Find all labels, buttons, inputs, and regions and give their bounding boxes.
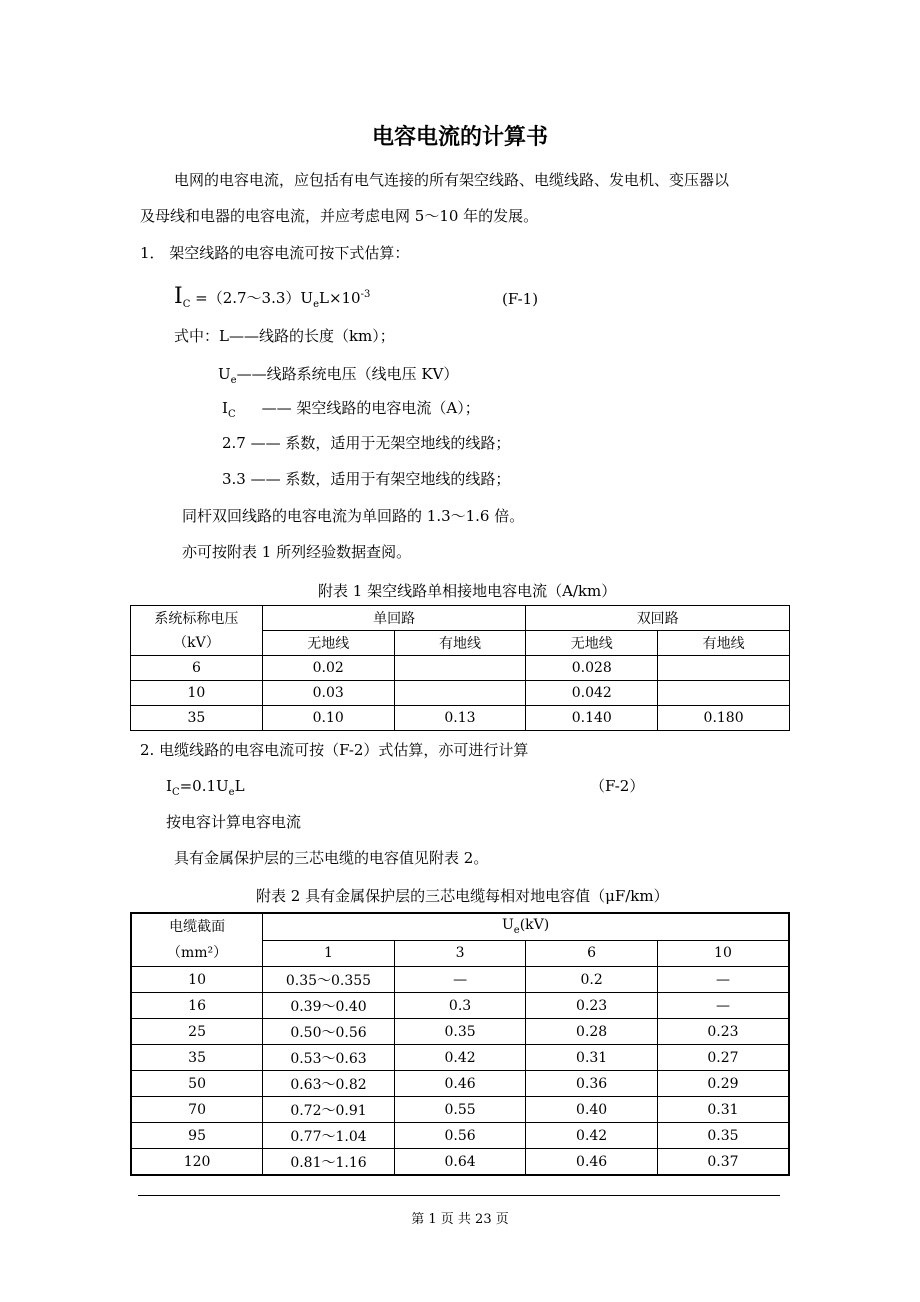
formula-f1-ue-sub: e: [313, 299, 319, 310]
table2-col-10: 10: [657, 940, 789, 967]
table2-cell: 0.35～0.355: [263, 967, 395, 993]
table2-cell: 0.28: [526, 1019, 658, 1045]
table2-cell: 0.46: [394, 1071, 526, 1097]
intro-line-2: 及母线和电器的电容电流，并应考虑电网 5～10 年的发展。: [140, 207, 539, 225]
table1-sub-no-ground-1: 无地线: [262, 631, 394, 656]
table2-cell: 0.29: [657, 1071, 789, 1097]
section-2-heading: 2. 电缆线路的电容电流可按（F-2）式估算，亦可进行计算: [140, 741, 529, 759]
double-circuit-note: 同杆双回线路的电容电流为单回路的 1.3～1.6 倍。: [182, 507, 525, 525]
def-ue-sub: e: [230, 375, 237, 386]
table2-cell: 0.36: [526, 1071, 658, 1097]
table2-cell: 0.81～1.16: [263, 1149, 395, 1176]
table1-cell: 10: [131, 681, 263, 706]
table2-header-ue-sub: e: [513, 925, 520, 937]
by-capacitance-text: 按电容计算电容电流: [166, 813, 302, 831]
table-row: [131, 1123, 789, 1149]
table2-cell: 0.27: [657, 1045, 789, 1071]
table2-cell: 0.42: [526, 1123, 658, 1149]
def-3-3: 3.3 —— 系数，适用于有架空地线的线路；: [222, 470, 511, 488]
formula-f1-ic: I: [174, 284, 183, 309]
table2-cell: 0.23: [526, 993, 658, 1019]
table1-cell: [658, 681, 790, 706]
def-ue-symbol: U: [218, 365, 231, 383]
table2-cell: 0.56: [394, 1123, 526, 1149]
table1-sub-no-ground-2: 无地线: [526, 631, 658, 656]
table2-cell: 0.2: [526, 967, 658, 993]
table2-col-6: 6: [526, 940, 658, 967]
def-2-7: 2.7 —— 系数，适用于无架空地线的线路；: [222, 434, 511, 452]
table1-cell: 0.140: [526, 706, 658, 731]
formula-f1-tail: L×10: [318, 289, 361, 307]
formula-f2-tail: L: [234, 777, 245, 795]
section-1-heading: 1． 架空线路的电容电流可按下式估算：: [140, 244, 410, 262]
formula-f2: [166, 776, 245, 803]
formula-f2-sub-c: C: [171, 787, 180, 798]
table2-header-ue: [263, 913, 789, 940]
table1-cell: [394, 681, 526, 706]
table1-sub-ground-1: 有地线: [394, 631, 526, 656]
table2-cell: 70: [131, 1097, 263, 1123]
table2-col-3: 3: [394, 940, 526, 967]
table2-header-section-l2: （mm²）: [167, 945, 228, 961]
table1-header-double: 双回路: [526, 606, 790, 631]
table-row: [131, 1097, 789, 1123]
table2-cell: 0.72～0.91: [263, 1097, 395, 1123]
def-ic-symbol: I: [222, 399, 228, 417]
table-row: [131, 656, 790, 681]
formula-f1-coeff: =（2.7～3.3）U: [190, 289, 314, 307]
table2-cell: —: [657, 993, 789, 1019]
lookup-note: 亦可按附表 1 所列经验数据查阅。: [182, 543, 412, 561]
table2: [130, 912, 790, 1176]
table2-cell: 0.23: [657, 1019, 789, 1045]
table-row: [131, 1149, 789, 1176]
table2-header-section: [131, 913, 263, 967]
table2-cell: 50: [131, 1071, 263, 1097]
where-line: 式中：L——线路的长度（km）；: [174, 327, 395, 345]
table1-cell: 0.03: [262, 681, 394, 706]
table1-caption: 附表 1 架空线路单相接地电容电流（A/km）: [318, 582, 617, 600]
def-ic-sub: C: [227, 409, 236, 420]
table2-cell: 0.42: [394, 1045, 526, 1071]
table2-cell: 16: [131, 993, 263, 1019]
formula-f2-mid: =0.1U: [179, 777, 229, 795]
formula-f1-ic-sub: C: [182, 299, 191, 310]
page-number-footer: 第 1 页 共 23 页: [411, 1212, 509, 1227]
formula-f2-label: （F-2）: [590, 777, 645, 795]
table1-cell: 35: [131, 706, 263, 731]
def-ue-text: ——线路系统电压（线电压 KV）: [236, 365, 459, 383]
def-ue: [218, 364, 458, 391]
table1-cell: 0.13: [394, 706, 526, 731]
table1-cell: 6: [131, 656, 263, 681]
table2-cell: 0.53～0.63: [263, 1045, 395, 1071]
table1-header-voltage-l2: （kV）: [173, 634, 220, 651]
table1-cell: [394, 656, 526, 681]
table1-header-voltage: [131, 606, 263, 656]
table1-cell: 0.042: [526, 681, 658, 706]
table2-cell: 0.35: [657, 1123, 789, 1149]
table-row: [131, 681, 790, 706]
table1: [130, 605, 790, 731]
table-row: [131, 1071, 789, 1097]
table1-cell: 0.02: [262, 656, 394, 681]
table2-cell: 10: [131, 967, 263, 993]
metal-sheath-text: 具有金属保护层的三芯电缆的电容值见附表 2。: [174, 849, 489, 867]
table-row: [131, 993, 789, 1019]
def-ic-text: —— 架空线路的电容电流（A）；: [261, 399, 480, 417]
table2-cell: 0.46: [526, 1149, 658, 1176]
table2-cell: 35: [131, 1045, 263, 1071]
table2-cell: 0.37: [657, 1149, 789, 1176]
table2-cell: 120: [131, 1149, 263, 1176]
table2-cell: —: [394, 967, 526, 993]
formula-f1-label: (F-1): [502, 290, 539, 308]
table-row: [131, 1045, 789, 1071]
table2-cell: 0.39～0.40: [263, 993, 395, 1019]
table2-col-1: 1: [263, 940, 395, 967]
formula-f2-sub-e: e: [228, 787, 235, 798]
table-row: [131, 1019, 789, 1045]
table1-cell: 0.180: [658, 706, 790, 731]
formula-f1-exp: -3: [360, 289, 371, 300]
page-title: 电容电流的计算书: [371, 125, 548, 150]
table2-cell: 0.31: [657, 1097, 789, 1123]
table1-sub-ground-2: 有地线: [658, 631, 790, 656]
table2-cell: 0.55: [394, 1097, 526, 1123]
table2-header-ue-symbol: U: [501, 917, 514, 934]
table-row: [131, 706, 790, 731]
table2-cell: 0.35: [394, 1019, 526, 1045]
table2-cell: 0.31: [526, 1045, 658, 1071]
footer-divider: [138, 1195, 780, 1196]
table2-cell: 0.40: [526, 1097, 658, 1123]
table2-cell: 0.3: [394, 993, 526, 1019]
table2-header-section-l1: 电缆截面: [169, 919, 226, 935]
table1-cell: 0.028: [526, 656, 658, 681]
table2-cell: 0.77～1.04: [263, 1123, 395, 1149]
table2-cell: —: [657, 967, 789, 993]
table2-cell: 0.50～0.56: [263, 1019, 395, 1045]
formula-f2-i: I: [166, 777, 172, 795]
table1-header-voltage-l1: 系统标称电压: [154, 610, 239, 627]
table1-cell: 0.10: [262, 706, 394, 731]
table2-caption: 附表 2 具有金属保护层的三芯电缆每相对地电容值（μF/km）: [256, 887, 669, 905]
table1-header-single: 单回路: [262, 606, 526, 631]
def-ic: [222, 398, 480, 425]
table2-cell: 95: [131, 1123, 263, 1149]
table1-cell: [658, 656, 790, 681]
intro-line-1: 电网的电容电流，应包括有电气连接的所有架空线路、电缆线路、发电机、变压器以: [174, 171, 730, 189]
table2-cell: 0.64: [394, 1149, 526, 1176]
table2-header-ue-unit: (kV): [519, 917, 550, 934]
table-row: [131, 967, 789, 993]
table2-cell: 25: [131, 1019, 263, 1045]
formula-f1: [174, 284, 370, 310]
table2-cell: 0.63～0.82: [263, 1071, 395, 1097]
